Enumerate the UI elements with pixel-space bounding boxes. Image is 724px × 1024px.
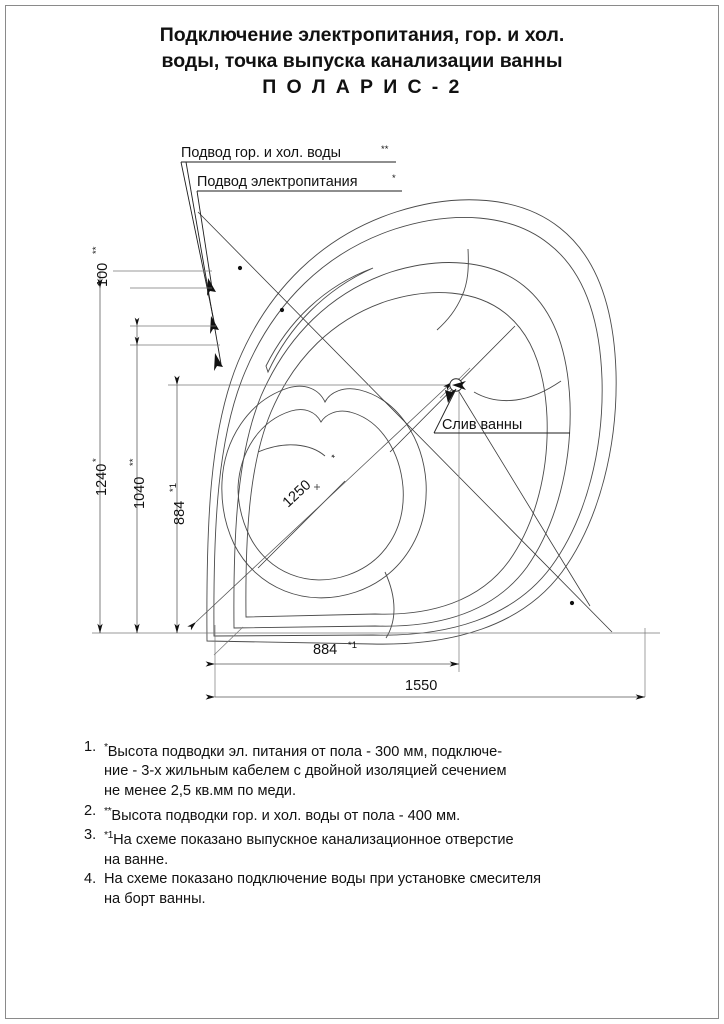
supply-arrow-3 <box>214 353 223 371</box>
notes-block <box>84 738 684 909</box>
supply-connector-lines <box>130 288 220 345</box>
bath-rim-step-lower-left <box>258 445 325 456</box>
note-4-line-2: на борт ванны. <box>104 890 206 907</box>
note-3-marker: *1 <box>104 829 114 842</box>
dim-label-884-horizontal-mark: *1 <box>348 640 357 651</box>
label-power-supply-mark: * <box>392 173 396 184</box>
label-drain: Слив ванны <box>442 417 523 433</box>
dim-label-1250-mark: * <box>329 452 340 464</box>
axis-node-mid-upper <box>280 308 284 312</box>
title-line-1: Подключение электропитания, гор. и хол. <box>159 24 565 46</box>
supply-arrow-terminators <box>207 278 223 371</box>
dim-label-1240-mark: * <box>91 458 102 462</box>
dim-label-1240: 1240 <box>94 463 110 496</box>
note-1-line-1: Высота подводки эл. питания от пола - 300 мм, подключе- <box>107 743 503 760</box>
label-water-supply: Подвод гор. и хол. воды <box>181 145 341 161</box>
note-2-line-1: Высота подводки гор. и хол. воды от пола - 400 мм. <box>111 807 461 824</box>
note-3-number: 3. <box>84 827 97 844</box>
bath-rim-notch-upper-right <box>437 249 468 330</box>
dim-label-1550: 1550 <box>405 678 438 694</box>
dim-label-884-horizontal: 884 <box>313 642 338 658</box>
note-1-marker: * <box>104 741 108 753</box>
bath-outline-group <box>207 200 616 644</box>
label-water-supply-mark: ** <box>381 144 389 155</box>
note-item-4 <box>84 870 684 890</box>
axis-node-lower <box>570 601 574 605</box>
note-1-number: 1. <box>84 739 97 755</box>
note-item-2 <box>84 802 684 826</box>
axis-main-diagonal <box>198 212 612 632</box>
note-1-line-2: ние - 3-х жильным кабелем с двойной изоляцией сечением <box>104 763 507 780</box>
title-line-2: воды, точка выпуска канализации ванны <box>161 50 563 72</box>
dim-label-884-vertical-mark: *1 <box>168 483 179 492</box>
label-power-supply: Подвод электропитания <box>197 174 358 190</box>
note-2-marker: ** <box>104 804 112 817</box>
drain-callout-group <box>434 379 570 433</box>
note-item-3 <box>84 826 684 850</box>
supply-arrow-2 <box>210 316 219 334</box>
note-4-number: 4. <box>84 871 97 888</box>
dim-label-1250: 1250 <box>279 477 315 511</box>
note-item-1 <box>84 738 684 762</box>
axis-node-upper <box>238 266 242 270</box>
supply-arrow-1 <box>207 278 216 296</box>
bath-basin-inner <box>246 293 547 617</box>
leader-water-supply-2 <box>186 162 221 364</box>
model-name: П О Л А Р И С - 2 <box>262 76 462 98</box>
axis-lines-group <box>198 212 612 632</box>
note-3-line-1: На схеме показано выпускное канализационное отверстие <box>113 831 514 848</box>
dim-label-1040-mark: ** <box>128 458 139 466</box>
note-1-line-3: не менее 2,5 кв.мм по меди. <box>104 783 297 800</box>
bath-rim-notch-right <box>474 381 561 401</box>
dim-label-100: 100 <box>95 262 111 287</box>
dim-label-884-vertical: 884 <box>172 500 188 525</box>
callout-power-supply <box>197 173 402 288</box>
bath-rim-step-lower <box>385 572 394 638</box>
dim-label-1040: 1040 <box>132 476 148 509</box>
horizontal-dimensions-group <box>215 378 645 697</box>
dim-label-100-mark: ** <box>91 246 102 254</box>
note-3-line-2: на ванне. <box>104 851 169 868</box>
vertical-dimensions-group <box>91 246 660 633</box>
note-2-number: 2. <box>84 802 97 819</box>
note-4-line-1: На схеме показано подключение воды при установке смесителя <box>104 871 542 888</box>
